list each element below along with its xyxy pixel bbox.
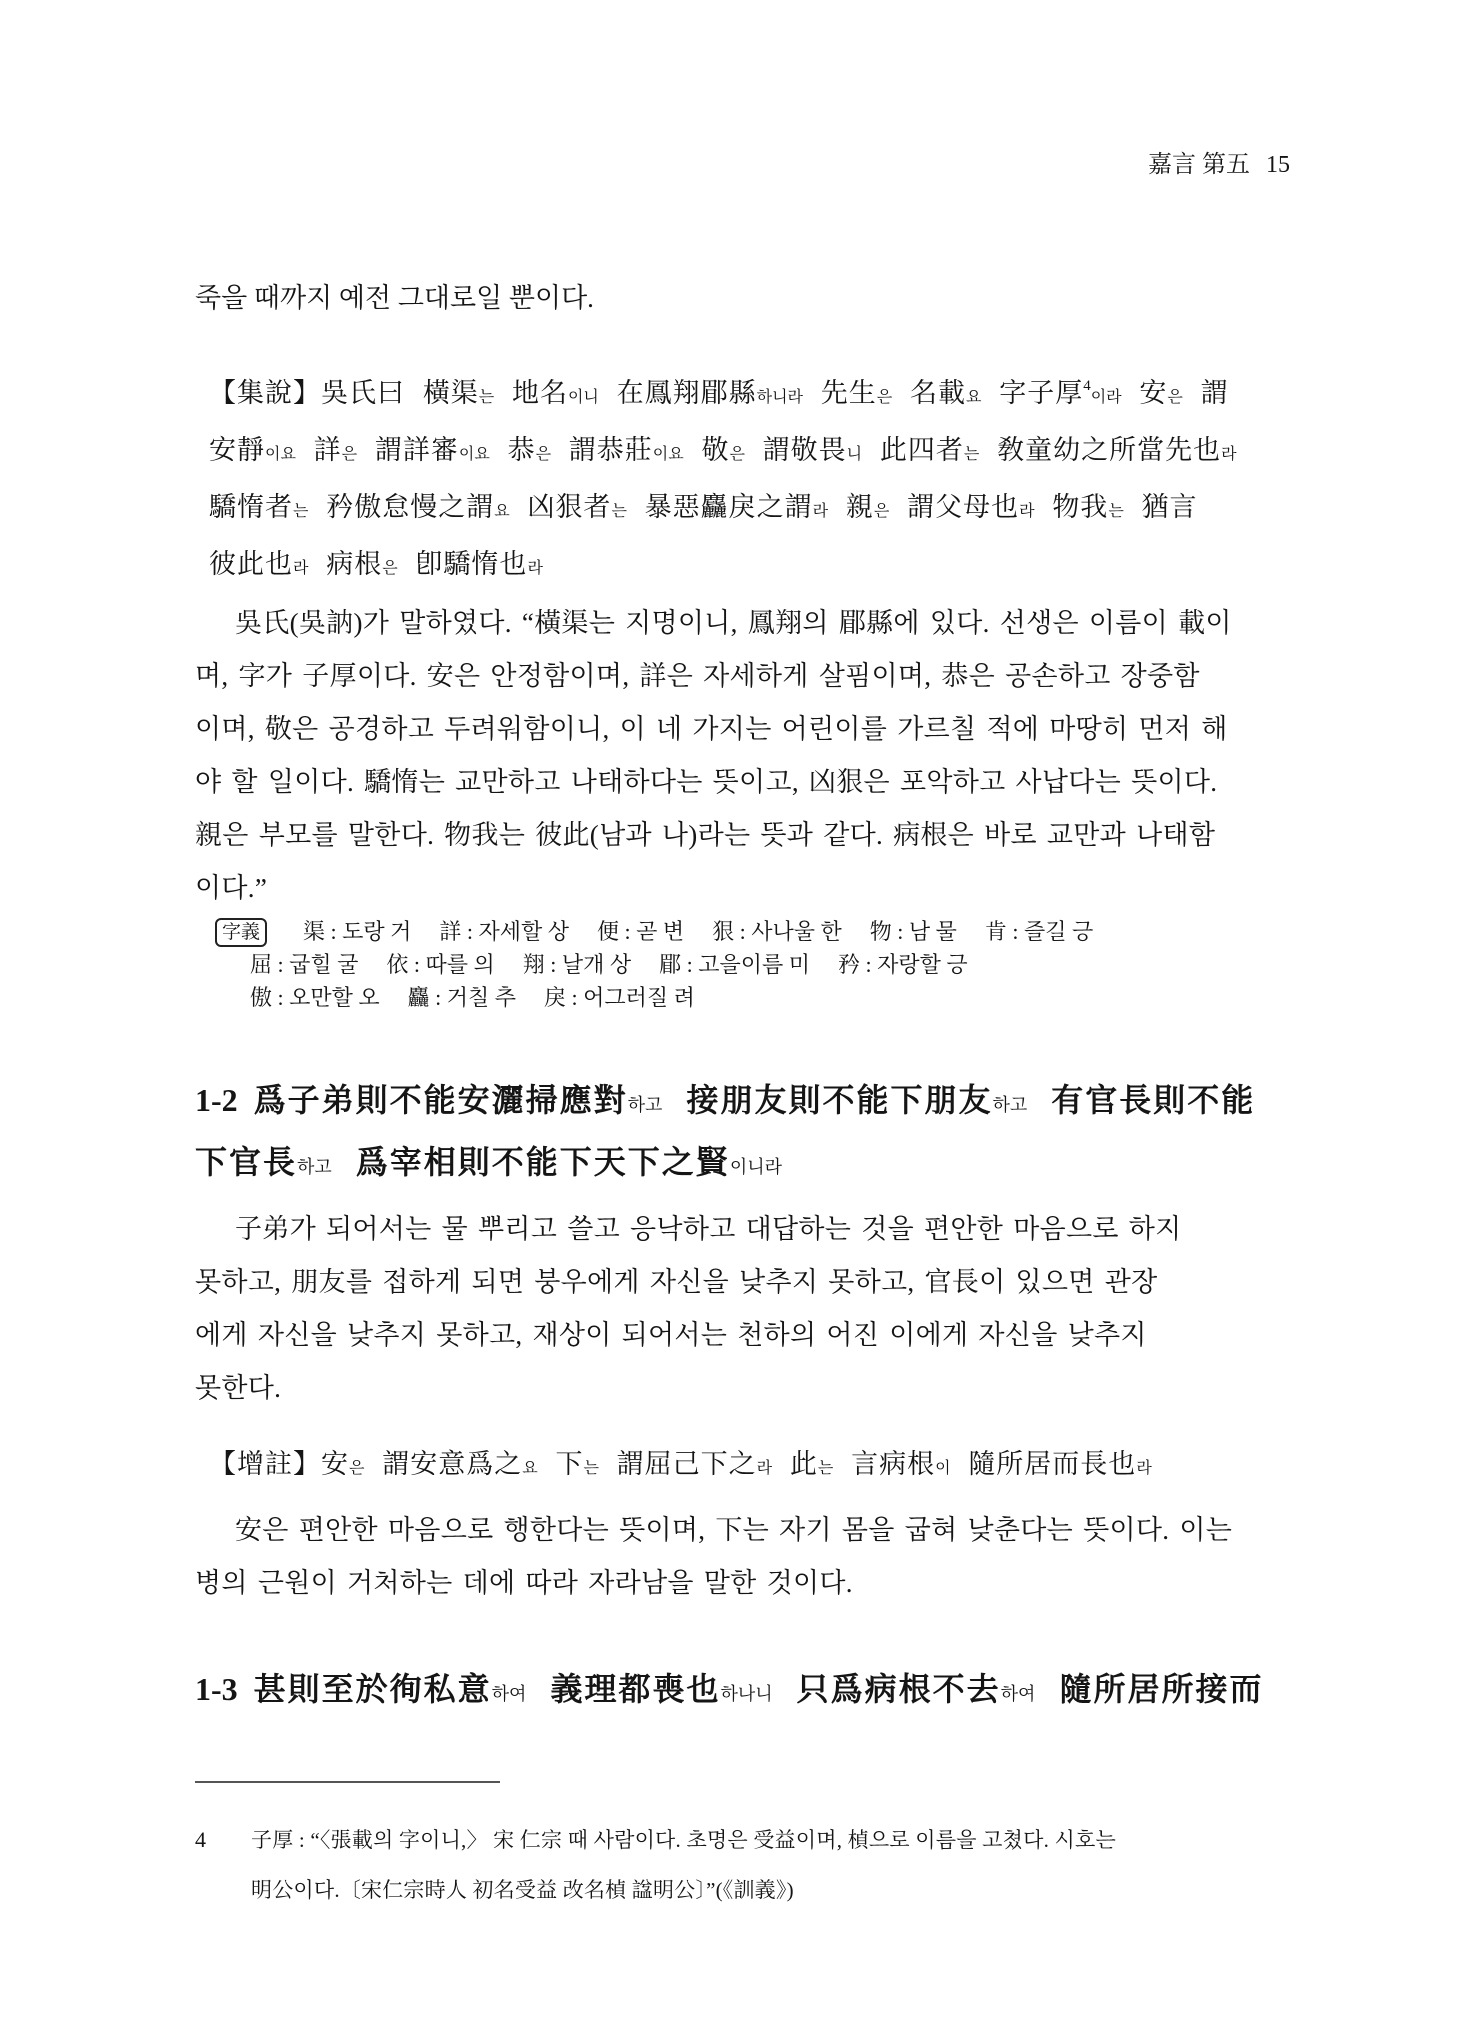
hanmun-line <box>195 1134 1335 1196</box>
gloss-entry: 屈 : 굽힐 굴 <box>250 952 359 977</box>
section-number: 1-2 <box>195 1082 238 1118</box>
hyeonto-annotation: 하니라 <box>756 389 804 406</box>
jeungju-commentary <box>209 1438 1335 1495</box>
hanmun-text: 敎童幼之所當先也 <box>979 435 1222 465</box>
hanmun-text: 謂 <box>1182 378 1229 408</box>
hyeonto-annotation: 하여 <box>491 1684 527 1704</box>
text-line: 子弟가 되어서는 물 뿌리고 쓸고 응낙하고 대답하는 것을 편안한 마음으로 하지 <box>235 1214 1182 1244</box>
footnote-number: 4 <box>195 1827 206 1852</box>
gloss-entry: 詳 : 자세할 상 <box>439 919 569 944</box>
hanmun-text: 地名 <box>494 378 568 408</box>
gloss-entry: 郿 : 고을이름 미 <box>659 952 810 977</box>
hanmun-text: 有官長則不能 <box>1027 1082 1256 1118</box>
hanmun-text: 敬 <box>683 435 730 465</box>
hyeonto-annotation: 이요 <box>265 446 296 463</box>
hyeonto-annotation: 이요 <box>458 446 490 463</box>
hyeonto-annotation: 는 <box>963 446 980 463</box>
hanmun-text: 名載 <box>892 378 966 408</box>
hyeonto-annotation: 라 <box>756 1460 773 1477</box>
hyeonto-annotation: 은 <box>382 560 398 577</box>
hyeonto-annotation: 는 <box>611 503 627 520</box>
hanmun-text: 隨所居而長也 <box>950 1449 1137 1479</box>
hanmun-text: 下 <box>537 1449 584 1479</box>
hyeonto-annotation: 은 <box>873 503 890 520</box>
hyeonto-annotation: 하고 <box>297 1157 332 1177</box>
jipseol-commentary <box>209 360 1335 595</box>
hyeonto-annotation: 요 <box>522 1460 538 1477</box>
hanmun-text: 驕惰者 <box>209 492 293 522</box>
hanmun-text: 義理都喪也 <box>526 1671 721 1707</box>
hyeonto-annotation: 은 <box>535 446 552 463</box>
gloss-entry: 狠 : 사나울 한 <box>712 919 842 944</box>
hyeonto-annotation: 라 <box>1019 503 1035 520</box>
hyeonto-annotation: 는 <box>583 1460 599 1477</box>
hanmun-text: 物我 <box>1034 492 1109 522</box>
hyeonto-annotation: 이니라 <box>729 1157 782 1177</box>
hanmun-line <box>195 1072 1335 1134</box>
hanmun-text: 謂父母也 <box>889 492 1020 522</box>
text-line: 에게 자신을 낮추지 못하고, 재상이 되어서는 천하의 어진 이에게 자신을 낮추지 <box>195 1320 1147 1350</box>
gloss-entry: 麤 : 거칠 추 <box>407 985 516 1010</box>
character-glossary <box>195 915 1335 1014</box>
hanmun-text: 親 <box>828 492 874 522</box>
gloss-entry: 肯 : 즐길 긍 <box>984 919 1094 944</box>
hanmun-line <box>209 538 1335 595</box>
hanmun-text: 隨所居所接而 <box>1035 1671 1264 1707</box>
footnote-separator <box>195 1781 500 1783</box>
hyeonto-annotation: 은 <box>876 389 893 406</box>
hyeonto-annotation: 은 <box>729 446 745 463</box>
text-line: 吳氏(吳訥)가 말하였다. “橫渠는 지명이니, 鳳翔의 郿縣에 있다. 선생은 이름이 載이 <box>235 608 1232 638</box>
text-line: 明公이다.〔宋仁宗時人 初名受益 改名楨 諡明公〕”(《訓義》) <box>251 1878 794 1902</box>
hanmun-text: 謂敬畏 <box>744 435 847 465</box>
hyeonto-annotation: 은 <box>1167 389 1183 406</box>
hanmun-text: 接朋友則不能下朋友 <box>662 1082 993 1118</box>
gloss-row <box>250 915 1335 948</box>
section-number: 1-3 <box>195 1671 238 1707</box>
hanmun-text: 恭 <box>489 435 536 465</box>
gloss-entry: 翔 : 날개 상 <box>522 952 632 977</box>
hyeonto-annotation: 니 <box>846 446 863 463</box>
hanmun-text: 詳 <box>295 435 342 465</box>
hanmun-text: 卽驕惰也 <box>397 549 528 579</box>
hanmun-text: 【增註】安 <box>209 1449 349 1479</box>
hanmun-text: 謂恭莊 <box>551 435 653 465</box>
jipseol-translation <box>195 597 1335 915</box>
jaui-box-label: 字義 <box>215 918 267 947</box>
hanmun-text: 謂安意爲之 <box>364 1449 523 1479</box>
hanmun-text: 安 <box>1121 378 1168 408</box>
hyeonto-annotation: 이라 <box>1090 389 1122 406</box>
hyeonto-annotation: 라 <box>1136 1460 1152 1477</box>
gloss-entry: 物 : 남 물 <box>869 919 957 944</box>
hanmun-text: 暴惡麤戾之謂 <box>626 492 813 522</box>
text-line: 親은 부모를 말한다. 物我는 彼此(남과 나)라는 뜻과 같다. 病根은 바로 교만과 나태함 <box>195 820 1216 850</box>
chapter-title: 嘉言 第五 <box>1148 152 1250 178</box>
hanmun-text: 只爲病根不去 <box>772 1671 1001 1707</box>
hanmun-text: 下官長 <box>195 1144 298 1180</box>
hanmun-text: 爲子弟則不能安灑掃應對 <box>253 1082 628 1118</box>
gloss-row <box>250 948 1335 981</box>
hanmun-text: 甚則至於徇私意 <box>253 1671 492 1707</box>
hanmun-text: 安靜 <box>209 435 265 465</box>
text-line: 병의 근원이 거처하는 데에 따라 자라남을 말한 것이다. <box>195 1568 853 1598</box>
text-line: 며, 字가 子厚이다. 安은 안정함이며, 詳은 자세하게 살핌이며, 恭은 공손하고 장중함 <box>195 661 1200 691</box>
text-line: 야 할 일이다. 驕惰는 교만하고 나태하다는 뜻이고, 凶狠은 포악하고 사납다는 뜻이다. <box>195 767 1218 797</box>
hanmun-text: 凶狠者 <box>509 492 612 522</box>
hyeonto-annotation: 하여 <box>1000 1684 1036 1704</box>
hyeonto-annotation: 라 <box>293 560 309 577</box>
running-header <box>195 150 1335 180</box>
hanmun-line <box>195 1661 1335 1723</box>
hanmun-text: 猶言 <box>1123 492 1198 522</box>
section-1-2-heading <box>195 1072 1335 1196</box>
hanmun-line <box>209 360 1335 424</box>
hyeonto-annotation: 은 <box>341 446 358 463</box>
intro-sentence: 죽을 때까지 예전 그대로일 뿐이다. <box>195 283 594 313</box>
text-line: 安은 편안한 마음으로 행한다는 뜻이며, 下는 자기 몸을 굽혀 낮춘다는 뜻이다. 이는 <box>235 1515 1233 1545</box>
gloss-row <box>250 981 1335 1014</box>
hanmun-text: 言病根 <box>833 1449 936 1479</box>
hyeonto-annotation: 하고 <box>992 1095 1028 1115</box>
hanmun-line <box>209 424 1335 481</box>
hanmun-text: 謂屈己下之 <box>598 1449 757 1479</box>
hyeonto-annotation: 라 <box>1221 446 1237 463</box>
text-line: 이며, 敬은 공경하고 두려워함이니, 이 네 가지는 어린이를 가르칠 적에 마땅히 먼저 해 <box>195 714 1228 744</box>
hyeonto-annotation: 요 <box>965 389 982 406</box>
hyeonto-annotation: 하나니 <box>720 1684 773 1704</box>
hyeonto-annotation: 은 <box>349 1460 365 1477</box>
gloss-entry: 傲 : 오만할 오 <box>250 985 380 1010</box>
hyeonto-annotation: 이요 <box>652 446 684 463</box>
section-1-2-translation <box>195 1203 1335 1415</box>
jeungju-translation <box>195 1504 1335 1610</box>
text-line: 이다.” <box>195 873 268 903</box>
gloss-entry: 渠 : 도랑 거 <box>303 919 412 944</box>
hyeonto-annotation: 라 <box>527 560 543 577</box>
hyeonto-annotation: 하고 <box>627 1095 663 1115</box>
text-line: 子厚 : “〈張載의 字이니,〉 宋 仁宗 때 사람이다. 초명은 受益이며, 楨으로 이름을 고쳤다. 시호는 <box>251 1828 1116 1852</box>
hanmun-text: 此 <box>772 1449 818 1479</box>
hanmun-line <box>209 481 1335 538</box>
hanmun-text: 先生 <box>803 378 877 408</box>
hanmun-text: 矜傲怠慢之謂 <box>308 492 495 522</box>
hyeonto-annotation: 이니 <box>567 389 599 406</box>
gloss-entry: 依 : 따를 의 <box>386 952 495 977</box>
hanmun-text: 字子厚 <box>981 378 1084 408</box>
gloss-entry: 矜 : 자랑할 긍 <box>838 952 968 977</box>
hanmun-text: 此四者 <box>862 435 964 465</box>
hyeonto-annotation: 는 <box>293 503 309 520</box>
hanmun-text: 謂詳審 <box>357 435 459 465</box>
text-line: 못하고, 朋友를 접하게 되면 붕우에게 자신을 낮추지 못하고, 官長이 있으면 관장 <box>195 1267 1158 1297</box>
hanmun-text: 在鳳翔郿縣 <box>598 378 757 408</box>
hanmun-text: 彼此也 <box>209 549 293 579</box>
hyeonto-annotation: 라 <box>812 503 829 520</box>
gloss-rows <box>250 915 1335 1014</box>
footnote-ref: 4 <box>1083 378 1091 394</box>
hanmun-text: 病根 <box>308 549 383 579</box>
section-1-3-heading <box>195 1661 1335 1723</box>
gloss-entry: 戾 : 어그러질 려 <box>544 985 695 1010</box>
hyeonto-annotation: 이 <box>935 1460 951 1477</box>
hyeonto-annotation: 는 <box>478 389 495 406</box>
hyeonto-annotation: 는 <box>817 1460 834 1477</box>
footnote-text <box>251 1815 1116 1915</box>
page-number: 15 <box>1266 152 1290 178</box>
hanmun-text: 【集說】吳氏曰 橫渠 <box>209 378 479 408</box>
footnote <box>195 1815 1335 1915</box>
hyeonto-annotation: 는 <box>1108 503 1124 520</box>
gloss-entry: 便 : 곧 변 <box>597 919 685 944</box>
hanmun-text: 爲宰相則不能下天下之賢 <box>331 1144 730 1180</box>
hyeonto-annotation: 요 <box>494 503 510 520</box>
text-line: 못한다. <box>195 1373 282 1403</box>
hanmun-line <box>209 1438 1335 1495</box>
